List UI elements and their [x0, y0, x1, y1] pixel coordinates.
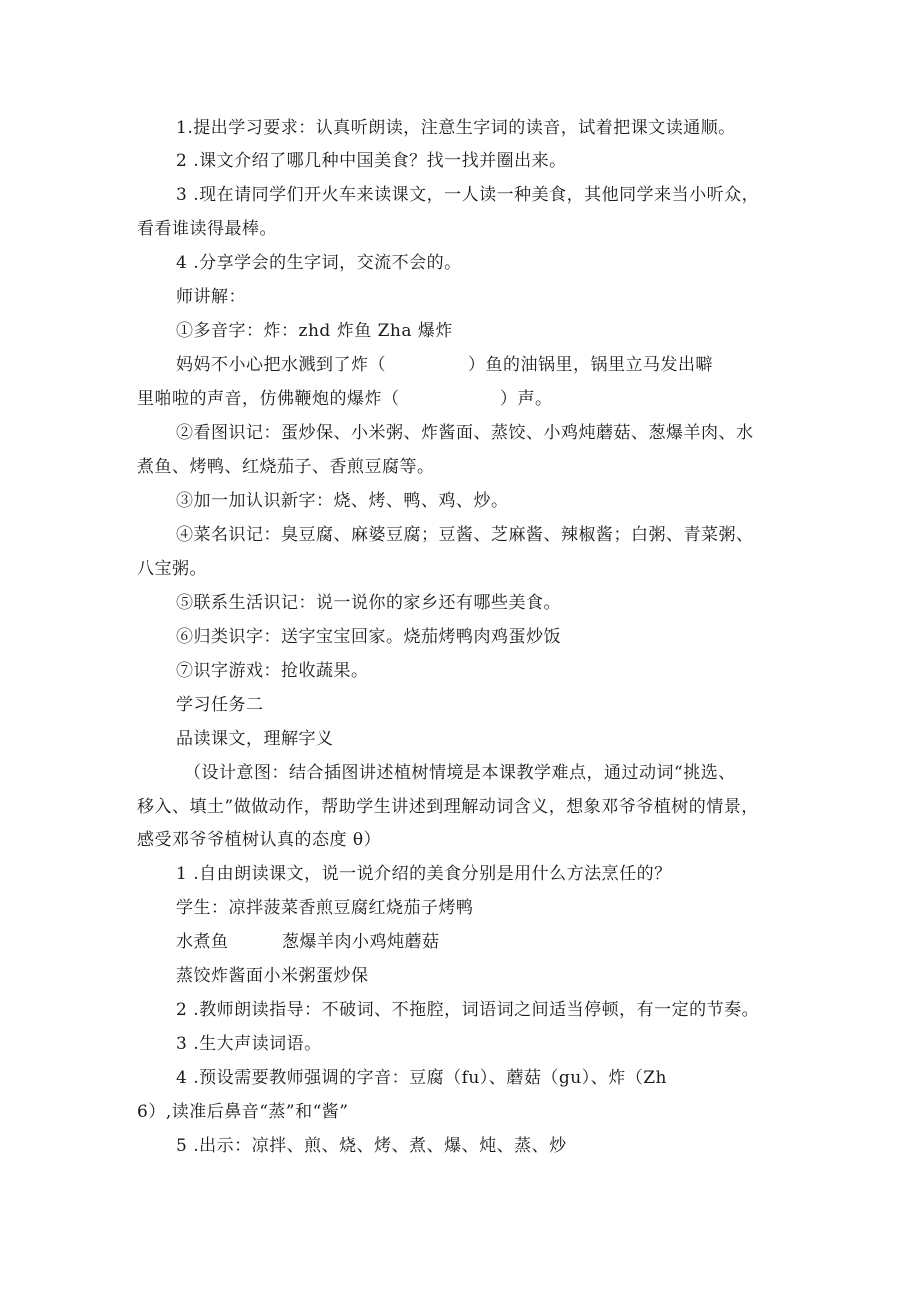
fill-blank-sentence-part2: ）鱼的油锅里，锅里立马发出噼	[468, 355, 713, 375]
categorize-item: ⑥归类识字：送字宝宝回家。烧茄烤鸭肉鸡蛋炒饭	[176, 627, 561, 647]
student-answer-line2b: 葱爆羊肉小鸡炖蘑菇	[282, 932, 440, 952]
step-4-share-words: 4 .分享学会的生字词，交流不会的。	[176, 253, 462, 273]
polyphone-item: ①多音字：炸：zhd 炸鱼 Zha 爆炸	[176, 321, 453, 341]
design-intent-line3: 感受邓爷爷植树认真的态度 θ）	[137, 830, 382, 850]
task-two-step-3: 3 .生大声读词语。	[176, 1034, 322, 1054]
student-answer-line2a: 水煮鱼	[176, 932, 229, 952]
design-intent-line1: （设计意图：结合插图讲述植树情境是本课教学难点，通过动词“挑选、	[184, 763, 736, 783]
fill-blank-sentence-part4: ）声。	[500, 389, 553, 409]
task-two-step-5: 5 .出示：凉拌、煎、烧、烤、煮、爆、炖、蒸、炒	[176, 1136, 567, 1156]
step-2-food-types: 2 .课文介绍了哪几种中国美食？找一找并圈出来。	[176, 151, 567, 171]
picture-recognition-item: ②看图识记：蛋炒保、小米粥、炸酱面、蒸饺、小鸡炖蘑菇、葱爆羊肉、水	[176, 423, 754, 443]
step-3-train-reading: 3 .现在请同学们开火车来读课文，一人读一种美食，其他同学来当小听众，	[176, 185, 760, 205]
add-radical-item: ③加一加认识新字：烧、烤、鸭、鸡、炒。	[176, 491, 509, 511]
word-game-item: ⑦识字游戏：抢收蔬果。	[176, 661, 369, 681]
teacher-explanation-heading: 师讲解：	[176, 287, 246, 307]
task-two-step-4-continued: 6）,读准后鼻音“蒸”和“酱”	[137, 1102, 349, 1122]
task-two-step-1: 1 .自由朗读课文，说一说介绍的美食分别是用什么方法烹任的？	[176, 864, 672, 884]
student-answer-line1: 学生：凉拌菠菜香煎豆腐红烧茄子烤鸭	[176, 898, 474, 918]
dish-names-continued: 八宝粥。	[137, 559, 207, 579]
fill-blank-sentence-part1: 妈妈不小心把水溅到了炸（	[176, 355, 386, 375]
step-1-requirement: 1.提出学习要求：认真听朗读，注意生字词的读音，试着把课文读通顺。	[176, 118, 736, 138]
picture-recognition-continued: 煮鱼、烤鸭、红烧茄子、香煎豆腐等。	[137, 457, 435, 477]
design-intent-line2: 移入、填土”做做动作，帮助学生讲述到理解动词含义，想象邓爷爷植树的情景，	[137, 797, 759, 817]
task-two-step-2: 2 .教师朗读指导：不破词、不拖腔，词语词之间适当停顿，有一定的节奏。	[176, 1000, 760, 1020]
life-connection-item: ⑤联系生活识记：说一说你的家乡还有哪些美食。	[176, 593, 561, 613]
fill-blank-sentence-part3: 里啪啦的声音，仿佛鞭炮的爆炸（	[137, 389, 400, 409]
student-answer-line3: 蒸饺炸酱面小米粥蛋炒保	[176, 966, 369, 986]
task-two-step-4: 4 .预设需要教师强调的字音：豆腐（fu）、蘑菇（gu）、炸（Zh	[176, 1068, 667, 1088]
task-two-heading: 学习任务二	[176, 695, 264, 715]
task-two-subtitle: 品读课文，理解字义	[176, 729, 334, 749]
dish-names-item: ④菜名识记：臭豆腐、麻婆豆腐；豆酱、芝麻酱、辣椒酱；白粥、青菜粥、	[176, 525, 754, 545]
step-3-continued: 看看谁读得最棒。	[137, 219, 277, 239]
